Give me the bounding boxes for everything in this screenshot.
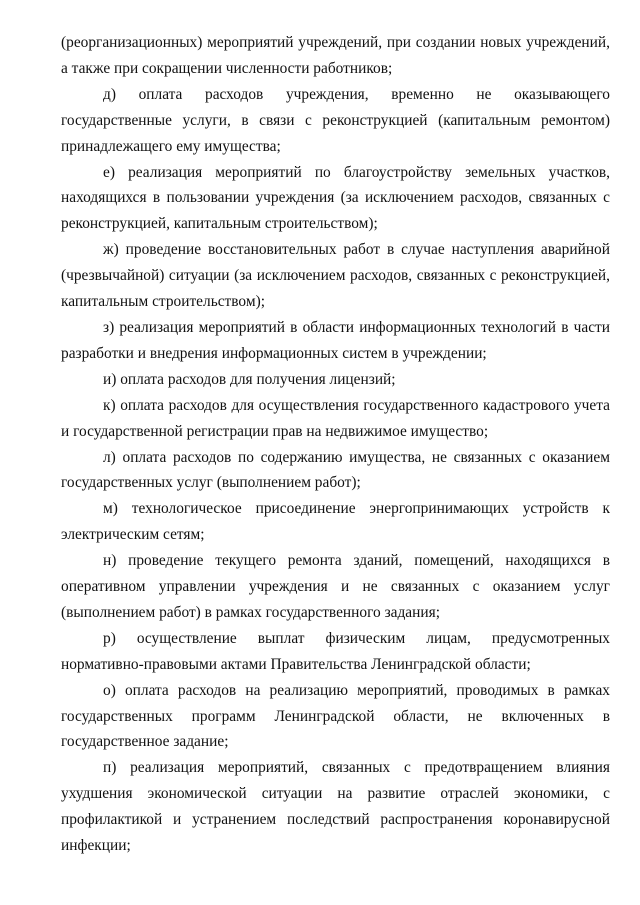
paragraph-item-o: о) оплата расходов на реализацию мероприятий, проводимых в рамках государственных программ Ленинградской области, не включенных в государственное задание; xyxy=(61,681,610,751)
paragraph-item-r: р) осуществление выплат физическим лицам, предусмотренных нормативно-правовыми актами Правительства Ленинградской области; xyxy=(61,629,610,673)
paragraph-item-i: и) оплата расходов для получения лицензий; xyxy=(103,370,396,388)
paragraph-item-p: п) реализация мероприятий, связанных с предотвращением влияния ухудшения экономической ситуации на развитие отраслей экономики, с профилактикой и устранением последствий распространения коронавирусной инфекции; xyxy=(61,759,610,855)
paragraph-continuation: (реорганизационных) мероприятий учреждений, при создании новых учреждений, а также при сокращении численности работников; xyxy=(61,34,610,77)
paragraph-item-z: з) реализация мероприятий в области информационных технологий в части разработки и внедрения информационных систем в учреждении; xyxy=(61,318,610,362)
paragraph-item-m: м) технологическое присоединение энергопринимающих устройств к электрическим сетям; xyxy=(61,500,610,544)
paragraph-item-l: л) оплата расходов по содержанию имущества, не связанных с оказанием государственных услуг (выполнением работ); xyxy=(61,448,610,492)
paragraph-item-e: е) реализация мероприятий по благоустройству земельных участков, находящихся в пользовании учреждения (за исключением расходов, связанных с реконструкцией, капитальным строительством); xyxy=(61,163,610,233)
paragraph-item-n: н) проведение текущего ремонта зданий, помещений, находящихся в оперативном управлении учреждения и не связанных с оказанием услуг (выполнением работ) в рамках государственного задания; xyxy=(61,552,610,621)
document-body xyxy=(61,30,610,859)
paragraph-item-d: д) оплата расходов учреждения, временно не оказывающего государственные услуги, в связи с реконструкцией (капитальным ремонтом) принадлежащего ему имущества; xyxy=(61,85,610,155)
paragraph-item-zh: ж) проведение восстановительных работ в случае наступления аварийной (чрезвычайной) ситуации (за исключением расходов, связанных с реконструкцией, капитальным строительством); xyxy=(61,241,610,311)
paragraph-item-k: к) оплата расходов для осуществления государственного кадастрового учета и государственной регистрации прав на недвижимое имущество; xyxy=(61,396,610,440)
